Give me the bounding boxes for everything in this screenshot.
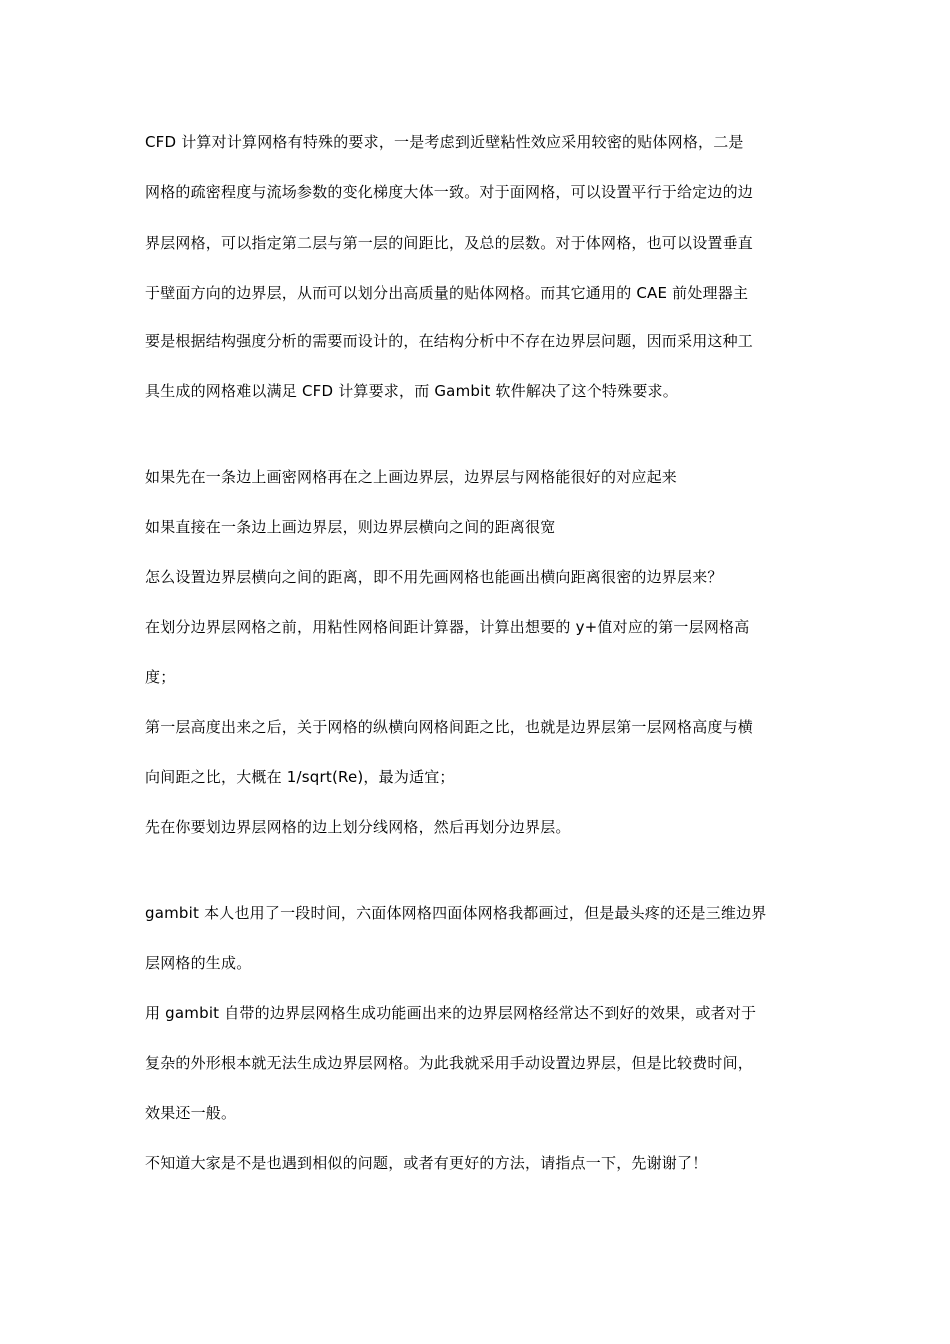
paragraph-2-line-1: 如果先在一条边上画密网格再在之上画边界层，边界层与网格能很好的对应起来 <box>145 468 678 486</box>
paragraph-3-line-3: 用 gambit 自带的边界层网格生成功能画出来的边界层网格经常达不到好的效果，或者对于 <box>145 1004 757 1022</box>
paragraph-3-line-1: gambit 本人也用了一段时间，六面体网格四面体网格我都画过，但是最头疼的还是三维边界 <box>145 904 767 922</box>
paragraph-1-line-3: 界层网格，可以指定第二层与第一层的间距比，及总的层数。对于体网格，也可以设置垂直 <box>145 234 754 252</box>
paragraph-2-line-4: 在划分边界层网格之前，用粘性网格间距计算器，计算出想要的 y+值对应的第一层网格高 <box>145 618 750 636</box>
paragraph-1-line-6: 具生成的网格难以满足 CFD 计算要求，而 Gambit 软件解决了这个特殊要求。 <box>145 382 678 400</box>
paragraph-2-line-7: 向间距之比，大概在 1/sqrt(Re)，最为适宜； <box>145 768 455 786</box>
paragraph-3-line-2: 层网格的生成。 <box>145 954 252 972</box>
paragraph-1-line-1: CFD 计算对计算网格有特殊的要求，一是考虑到近壁粘性效应采用较密的贴体网格，二是 <box>145 133 744 151</box>
paragraph-2-line-5: 度； <box>145 668 176 686</box>
paragraph-3-line-6: 不知道大家是不是也遇到相似的问题，或者有更好的方法，请指点一下，先谢谢了！ <box>145 1154 708 1172</box>
paragraph-1-line-2: 网格的疏密程度与流场参数的变化梯度大体一致。对于面网格，可以设置平行于给定边的边 <box>145 183 754 201</box>
paragraph-1-line-5: 要是根据结构强度分析的需要而设计的，在结构分析中不存在边界层问题，因而采用这种工 <box>145 332 754 350</box>
paragraph-2-line-6: 第一层高度出来之后，关于网格的纵横向网格间距之比，也就是边界层第一层网格高度与横 <box>145 718 754 736</box>
paragraph-2-line-2: 如果直接在一条边上画边界层，则边界层横向之间的距离很宽 <box>145 518 556 536</box>
paragraph-3-line-5: 效果还一般。 <box>145 1104 237 1122</box>
paragraph-2-line-8: 先在你要划边界层网格的边上划分线网格，然后再划分边界层。 <box>145 818 571 836</box>
paragraph-2-line-3: 怎么设置边界层横向之间的距离，即不用先画网格也能画出横向距离很密的边界层来？ <box>145 568 723 586</box>
paragraph-1-line-4: 于壁面方向的边界层，从而可以划分出高质量的贴体网格。而其它通用的 CAE 前处理器主 <box>145 284 749 302</box>
paragraph-3-line-4: 复杂的外形根本就无法生成边界层网格。为此我就采用手动设置边界层，但是比较费时间， <box>145 1054 754 1072</box>
